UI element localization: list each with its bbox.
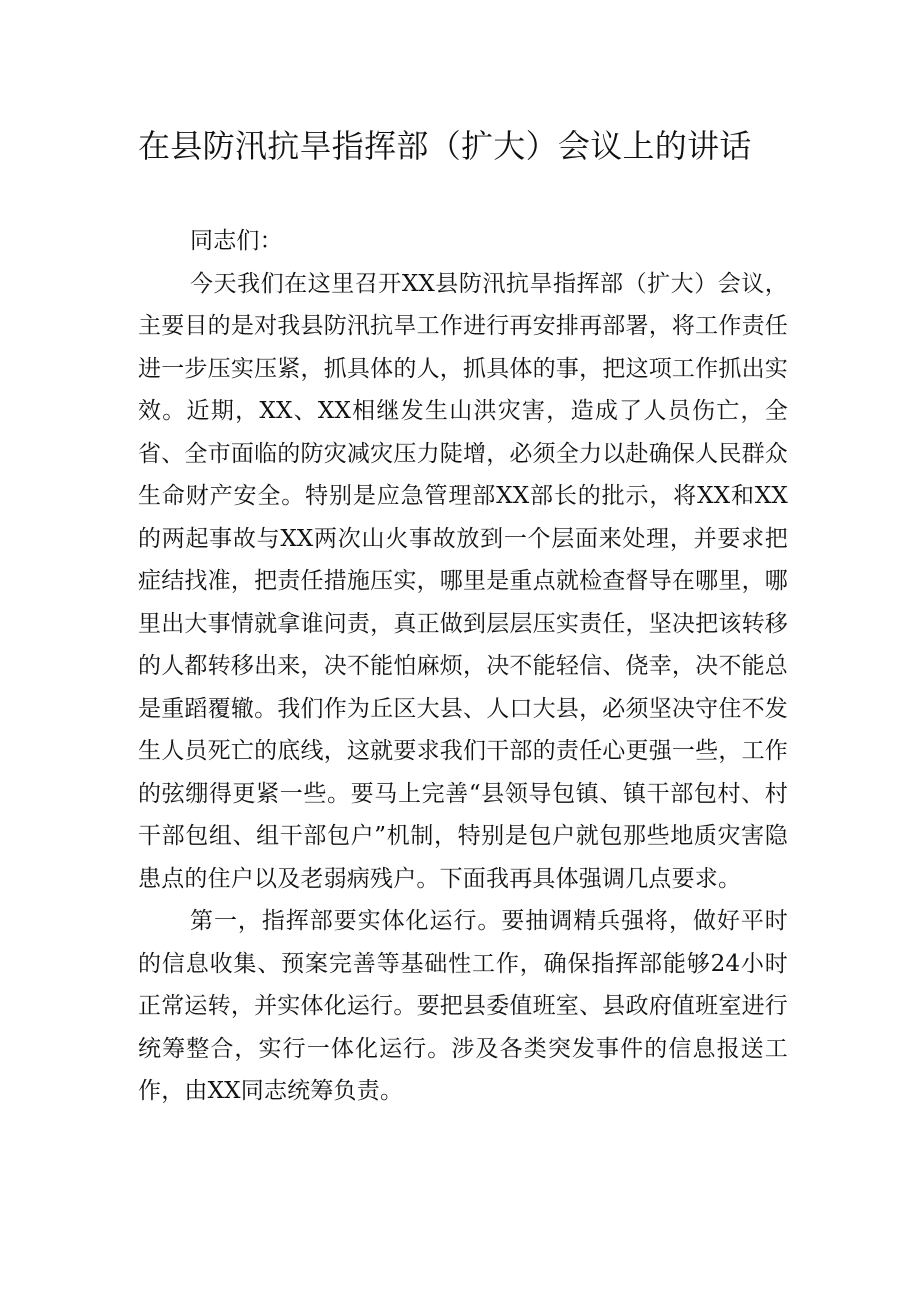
paragraph-first-point: 第一，指挥部要实体化运行。要抽调精兵强将，做好平时的信息收集、预案完善等基础性工作，确保指挥部能够24小时正常运转，并实体化运行。要把县委值班室、县政府值班室进行统筹整合，实行一体化运行。涉及各类突发事件的信息报送工作，由XX同志统筹负责。 [138, 908, 788, 1104]
paragraph-intro: 今天我们在这里召开XX县防汛抗旱指挥部（扩大）会议，主要目的是对我县防汛抗旱工作进行再安排再部署，将工作责任进一步压实压紧，抓具体的人，抓具体的事，把这项工作抓出实效。近期，XX、XX相继发生山洪灾害，造成了人员伤亡，全省、全市面临的防灾减灾压力陡增，必须全力以赴确保人民群众生命财产安全。特别是应急管理部XX部长的批示，将XX和XX的两起事故与XX两次山火事故放到一个层面来处理，并要求把症结找准，把责任措施压实，哪里是重点就检查督导在哪里，哪里出大事情就拿谁问责，真正做到层层压实责任，坚决把该转移的人都转移出来，决不能怕麻烦，决不能轻信、侥幸，决不能总是重蹈覆辙。我们作为丘区大县、人口大县，必须坚决守住不发生人员死亡的底线，这就要求我们干部的责任心更强一些，工作的弦绷得更紧一些。要马上完善“县领导包镇、镇干部包村、村干部包组、组干部包户”机制，特别是包户就包那些地质灾害隐患点的住户以及老弱病残户。下面我再具体强调几点要求。 [138, 270, 788, 892]
salutation: 同志们： [190, 228, 283, 254]
document-title: 在县防汛抗旱指挥部（扩大）会议上的讲话 [138, 127, 752, 165]
document-body [138, 220, 788, 1113]
